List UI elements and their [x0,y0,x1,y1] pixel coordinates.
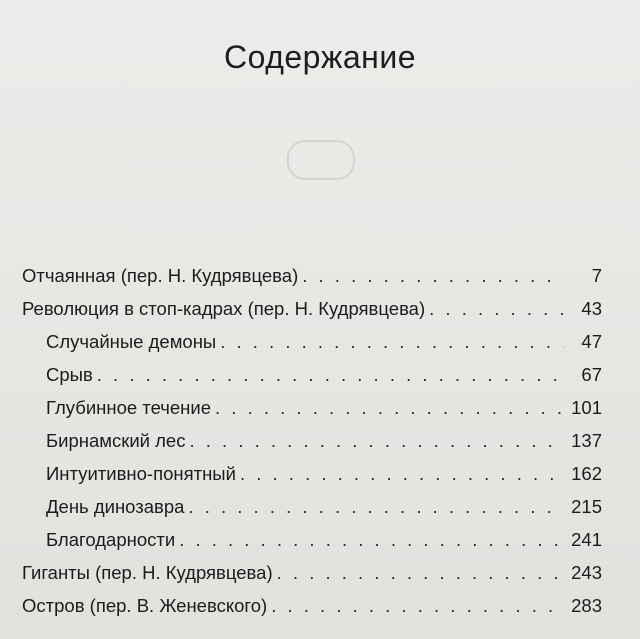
toc-entry-page-number: 47 [581,331,602,352]
toc-entry-title: Благодарности [46,529,176,550]
page-title: Содержание [223,39,416,76]
toc-entry [22,325,602,358]
toc-entry-page-number: 137 [571,430,602,451]
toc-dot-leader [240,457,564,490]
toc-entry-page-number: 243 [571,562,602,583]
toc-dot-leader [215,391,564,424]
toc-entry [22,523,602,556]
toc-dot-leader [277,556,564,589]
toc-entry-title: День динозавра [46,496,185,517]
toc-entry-title: Срыв [46,364,93,385]
toc-entry-title: Интуитивно-понятный [46,463,236,484]
toc-dot-leader [179,523,564,556]
toc-dot-leader [271,589,564,622]
toc-entry-page-number: 162 [571,463,602,484]
toc-dot-leader [188,490,564,523]
toc-entry [22,259,602,292]
toc-entry-page-number: 67 [581,364,602,385]
toc-entry-page-number: 7 [591,265,602,286]
toc-entry [22,589,602,622]
toc-entry-title: Случайные демоны [46,331,217,352]
toc-entry [22,358,602,391]
toc-entry [22,391,602,424]
toc-dot-leader [189,424,564,457]
toc-entry-title: Гиганты (пер. Н. Кудрявцева) [22,562,273,583]
toc-dot-leader [220,325,564,358]
toc-entry [22,424,602,457]
toc-entry [22,292,602,325]
show-through-mark [287,140,355,180]
toc-entry-page-number: 43 [581,298,602,319]
toc-entry-page-number: 215 [571,496,602,517]
toc-entry [22,556,602,589]
toc-entry-page-number: 101 [571,397,602,418]
toc-entry-title: Отчаянная (пер. Н. Кудрявцева) [22,265,299,286]
toc-entry-title: Бирнамский лес [46,430,186,451]
toc-entry-title: Глубинное течение [46,397,212,418]
toc-dot-leader [302,259,564,292]
toc-dot-leader [429,292,564,325]
toc-dot-leader [97,358,564,391]
toc-entry-page-number: 283 [571,595,602,616]
table-of-contents [22,259,602,622]
toc-entry-page-number: 241 [571,529,602,550]
toc-entry-title: Остров (пер. В. Женевского) [22,595,268,616]
toc-entry [22,490,602,523]
toc-entry [22,457,602,490]
toc-entry-title: Революция в стоп-кадрах (пер. Н. Кудрявцева) [22,298,426,319]
